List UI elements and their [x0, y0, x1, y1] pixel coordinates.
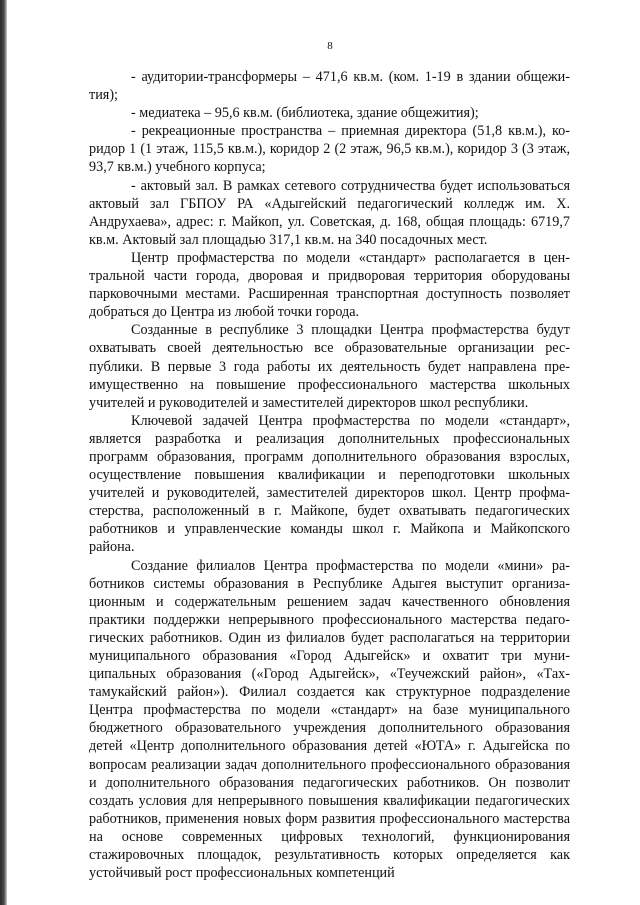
paragraph-key-task: Ключевой задачей Центра профмастерства по модели «стандарт», является разработка и реализация дополнительных профессиональных программ образования, программ дополнительного образования взрослых, осуществление повышения квалификации и переподготовки школьных учителей и руководителей, заместителей директоров школ. Центр профмастерства, расположенный в г. Майкопе, будет охватывать педагогических работников и управленческие команды школ г. Майкопа и Майкопского района.: [89, 412, 570, 556]
page-number: 8: [327, 40, 333, 52]
list-item-assembly-hall: - актовый зал. В рамках сетевого сотрудничества будет использоваться актовый зал ГБПОУ РА «Адыгейский педагогический колледж им. Х. Андрухаева», адрес: г. Майкоп, ул. Советская, д. 168, общая площадь: 6719,7 кв.м. Актовый зал площадью 317,1 кв.м. на 340 посадочных мест.: [89, 177, 570, 248]
document-body: [89, 68, 570, 882]
paragraph-branches: Создание филиалов Центра профмастерства по модели «мини» работников системы образования в Республике Адыгея выступит организационным и содержательным решением задач качественного обновления практики поддержки непрерывного профессионального мастерства педагогических работников. Один из филиалов будет располагаться на территории муниципального образования «Город Адыгейск» и охватит три муниципальных образования («Город Адыгейск», «Теучежский район», «Тахтамукайский район»). Филиал создается как структурное подразделение Центра профмастерства по модели «стандарт» на базе муниципального бюджетного образовательного учреждения дополнительного образования детей «Центр дополнительного образования детей «ЮТА» г. Адыгейска по вопросам реализации задач дополнительного профессионального образования и дополнительного образования педагогических работников. Он позволит создать условия для непрерывного повышения квалификации педагогических работников, применения новых форм развития профессионального мастерства на основе современных цифровых технологий, функционирования стажировочных площадок, результативность которых определяется как устойчивый рост профессиональных компетенций: [89, 557, 570, 882]
list-item-transformer-rooms: - аудитории-трансформеры – 471,6 кв.м. (ком. 1-19 в здании общежития);: [89, 69, 570, 104]
paragraph-center-location: Центр профмастерства по модели «стандарт» располагается в центральной части города, дворовая и придворовая территория оборудованы парковочными местами. Расширенная транспортная доступность позволяет добраться до Центра из любой точки города.: [89, 249, 570, 321]
list-item-media-library: - медиатека – 95,6 кв.м. (библиотека, здание общежития);: [131, 105, 479, 122]
list-item-recreation-spaces: - рекреационные пространства – приемная директора (51,8 кв.м.), коридор 1 (1 этаж, 115,5 кв.м.), коридор 2 (2 этаж, 96,5 кв.м.), коридор 3 (3 этаж, 93,7 кв.м.) учебного корпуса;: [89, 123, 570, 176]
paragraph-three-sites: Созданные в республике 3 площадки Центра профмастерства будут охватывать своей деятельностью все образовательные организации республики. В первые 3 года работы их деятельность будет направлена преимущественно на повышение профессионального мастерства школьных учителей и руководителей и заместителей директоров школ республики.: [89, 322, 570, 411]
scan-left-edge: [0, 0, 7, 905]
